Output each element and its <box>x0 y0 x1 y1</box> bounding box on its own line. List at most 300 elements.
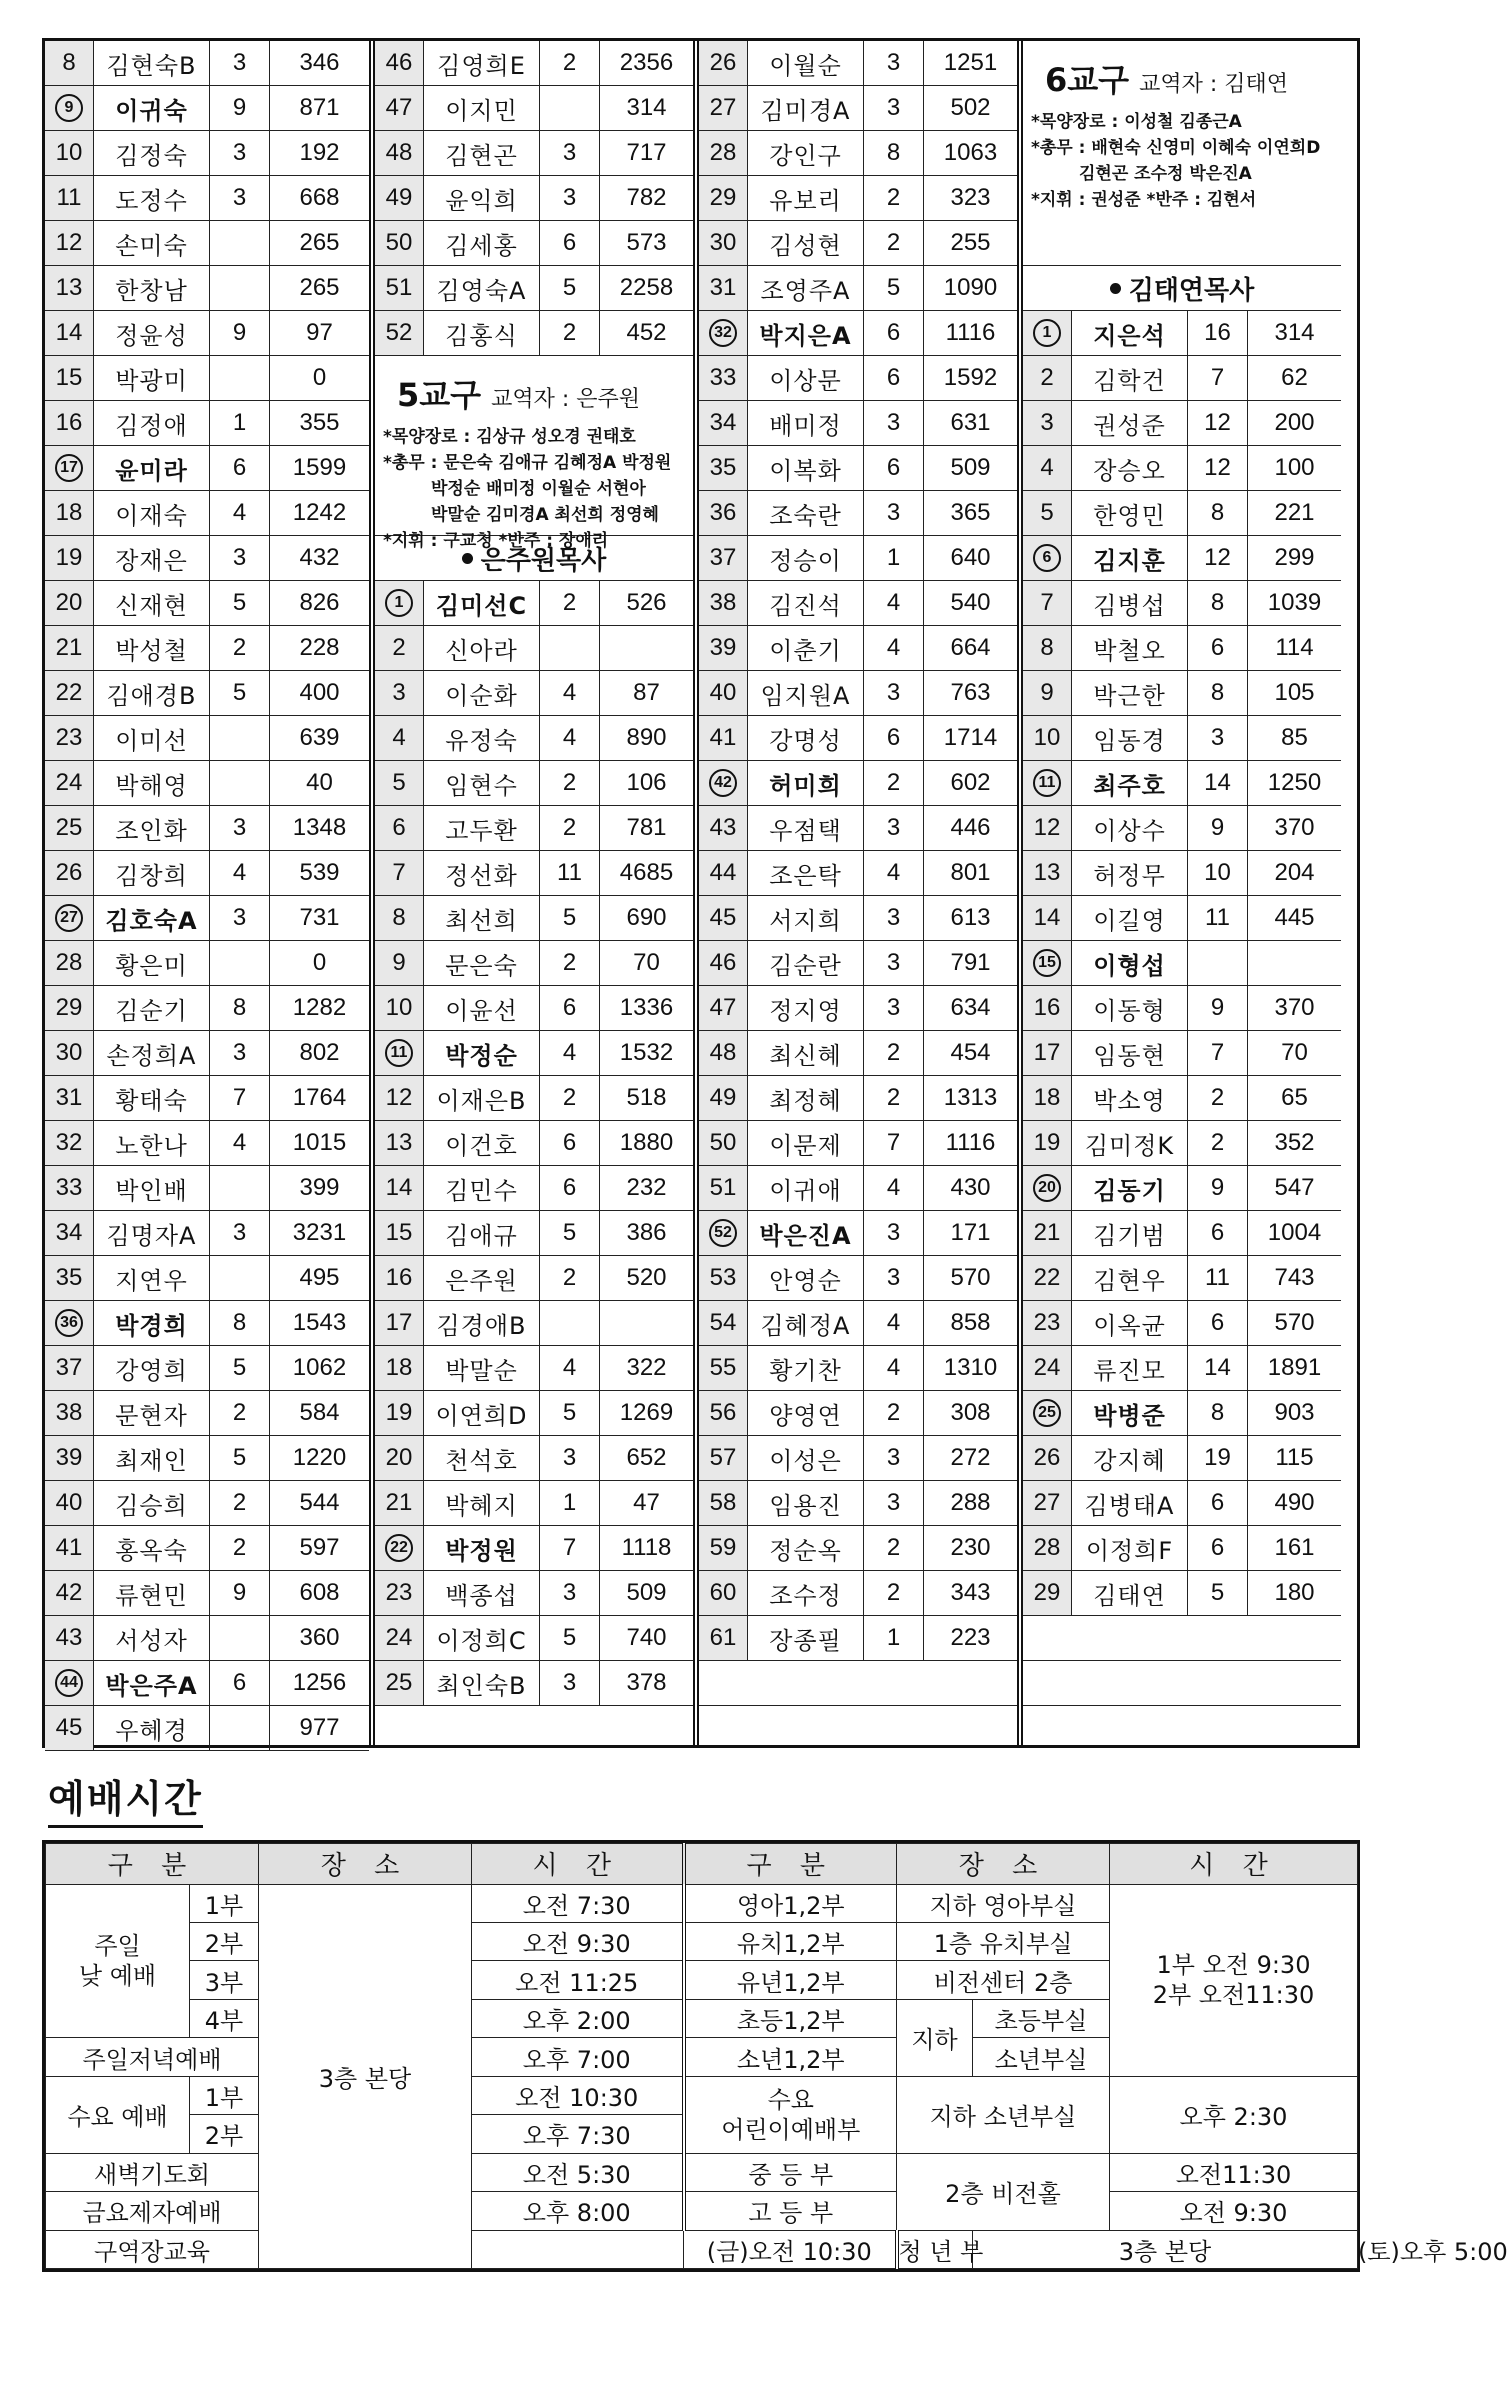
member-name: 박혜지 <box>423 1481 539 1525</box>
member-family-count: 8 <box>1187 581 1247 625</box>
friday-service: 금요제자예배 <box>46 2192 259 2230</box>
roster-row <box>699 626 1017 671</box>
member-number: 40 <box>699 671 747 715</box>
wednesday-part: 2부 <box>190 2115 259 2153</box>
member-family-count: 3 <box>539 1571 599 1615</box>
district-info <box>1023 41 1341 266</box>
member-amount: 1714 <box>923 716 1017 760</box>
member-amount: 0 <box>269 941 369 985</box>
roster-row <box>699 221 1017 266</box>
district-info-line: *총무 : 배현숙 신영미 이혜숙 이연희D <box>1031 138 1321 158</box>
member-amount: 228 <box>269 626 369 670</box>
member-family-count: 3 <box>863 896 923 940</box>
member-family-count: 5 <box>539 1391 599 1435</box>
member-name: 김병섭 <box>1071 581 1187 625</box>
roster-row <box>699 266 1017 311</box>
member-amount: 608 <box>269 1571 369 1615</box>
member-name: 황태숙 <box>93 1076 209 1120</box>
sunday-part: 3부 <box>190 1961 259 1999</box>
member-amount: 743 <box>1247 1256 1341 1300</box>
member-amount: 526 <box>599 581 693 625</box>
roster-row <box>699 716 1017 761</box>
member-amount: 265 <box>269 221 369 265</box>
member-name: 박은진A <box>747 1211 863 1255</box>
district-title <box>383 370 687 416</box>
district-officer: 교역자 : 김태연 <box>1139 72 1289 97</box>
member-name: 김진석 <box>747 581 863 625</box>
member-number: 33 <box>45 1166 93 1210</box>
member-amount: 223 <box>923 1616 1017 1660</box>
roster-row <box>45 761 369 806</box>
member-family-count: 6 <box>539 986 599 1030</box>
member-amount: 1310 <box>923 1346 1017 1390</box>
roster-row <box>45 1031 369 1076</box>
member-amount: 1880 <box>599 1121 693 1165</box>
member-name: 지연우 <box>93 1256 209 1300</box>
member-number: 15 <box>45 356 93 400</box>
member-amount: 717 <box>599 131 693 175</box>
member-name: 이동형 <box>1071 986 1187 1030</box>
member-name: 이정희C <box>423 1616 539 1660</box>
member-number: 6 <box>375 806 423 850</box>
member-number: 50 <box>699 1121 747 1165</box>
member-family-count: 2 <box>1187 1121 1247 1165</box>
member-name: 황은미 <box>93 941 209 985</box>
junior-dept: 유년1,2부 <box>684 1961 897 1999</box>
member-name: 서성자 <box>93 1616 209 1660</box>
member-family-count: 9 <box>209 1571 269 1615</box>
young-adult-dept: 청 년 부 <box>897 2230 973 2269</box>
member-amount: 781 <box>599 806 693 850</box>
member-amount: 445 <box>1247 896 1341 940</box>
roster-row <box>375 941 693 986</box>
member-number: 44 <box>699 851 747 895</box>
member-number: 53 <box>699 1256 747 1300</box>
member-number: 18 <box>45 491 93 535</box>
member-amount: 763 <box>923 671 1017 715</box>
member-amount: 180 <box>1247 1571 1341 1615</box>
roster-row <box>699 1481 1017 1526</box>
member-name: 김태연 <box>1071 1571 1187 1615</box>
member-number: 52 <box>375 311 423 355</box>
sunday-evening-service: 주일저녁예배 <box>46 2038 259 2076</box>
member-name: 김혜정A <box>747 1301 863 1345</box>
member-name: 최선희 <box>423 896 539 940</box>
wednesday-service: 수요 예배 <box>46 2076 190 2153</box>
member-name: 이문제 <box>747 1121 863 1165</box>
district-info-line: *목양장로 : 이성철 김종근A <box>1031 112 1242 132</box>
member-amount: 1090 <box>923 266 1017 310</box>
roster-row <box>375 896 693 941</box>
member-name: 김정숙 <box>93 131 209 175</box>
header-time: 시 간 <box>472 1844 684 1885</box>
roster-row <box>1023 626 1341 671</box>
member-name: 김현우 <box>1071 1256 1187 1300</box>
member-family-count: 14 <box>1187 1346 1247 1390</box>
empty-row <box>1023 1616 1341 1661</box>
district-leader-time: (금)오전 10:30 <box>684 2230 897 2269</box>
leader-number-circle: 36 <box>55 1309 83 1337</box>
member-name: 손정희A <box>93 1031 209 1075</box>
roster-row <box>699 1526 1017 1571</box>
member-amount: 308 <box>923 1391 1017 1435</box>
member-number <box>375 1526 423 1570</box>
member-number: 13 <box>1023 851 1071 895</box>
member-number: 51 <box>699 1166 747 1210</box>
roster-row <box>45 356 369 401</box>
member-name: 문은숙 <box>423 941 539 985</box>
member-amount: 97 <box>269 311 369 355</box>
member-number: 10 <box>1023 716 1071 760</box>
member-amount: 570 <box>1247 1301 1341 1345</box>
member-number: 28 <box>699 131 747 175</box>
member-number: 35 <box>45 1256 93 1300</box>
leader-number-circle: 20 <box>1033 1174 1061 1202</box>
member-family-count: 3 <box>209 176 269 220</box>
member-number <box>45 1661 93 1705</box>
empty-row <box>1023 1661 1341 1706</box>
member-amount: 232 <box>599 1166 693 1210</box>
member-number: 2 <box>1023 356 1071 400</box>
member-name: 장종필 <box>747 1616 863 1660</box>
member-amount: 731 <box>269 896 369 940</box>
member-number: 43 <box>45 1616 93 1660</box>
member-name: 정윤성 <box>93 311 209 355</box>
roster-row <box>45 986 369 1031</box>
roster-row <box>45 1526 369 1571</box>
member-family-count <box>209 1616 269 1660</box>
member-number: 10 <box>45 131 93 175</box>
roster-row <box>45 716 369 761</box>
member-number: 46 <box>375 41 423 85</box>
member-number: 31 <box>45 1076 93 1120</box>
roster-row <box>45 581 369 626</box>
member-family-count: 2 <box>863 1076 923 1120</box>
member-name: 임지원A <box>747 671 863 715</box>
member-name: 강지혜 <box>1071 1436 1187 1480</box>
member-amount: 399 <box>269 1166 369 1210</box>
member-amount: 495 <box>269 1256 369 1300</box>
member-number: 37 <box>45 1346 93 1390</box>
roster-row <box>1023 806 1341 851</box>
leader-number-circle: 11 <box>1033 769 1061 797</box>
member-amount: 288 <box>923 1481 1017 1525</box>
member-amount: 4685 <box>599 851 693 895</box>
roster-row <box>699 131 1017 176</box>
member-amount: 400 <box>269 671 369 715</box>
roster-row <box>699 1436 1017 1481</box>
member-family-count: 3 <box>863 941 923 985</box>
roster-row <box>45 1571 369 1616</box>
member-name: 박정원 <box>423 1526 539 1570</box>
pastor-heading <box>1023 266 1341 311</box>
roster-row <box>45 221 369 266</box>
member-name: 도정수 <box>93 176 209 220</box>
district-info-line: *지휘 : 권성준 *반주 : 김현서 <box>1031 190 1257 210</box>
roster-row-leader <box>1023 536 1341 581</box>
roster-row <box>45 1346 369 1391</box>
member-amount: 1063 <box>923 131 1017 175</box>
member-amount: 1891 <box>1247 1346 1341 1390</box>
member-amount: 544 <box>269 1481 369 1525</box>
member-name: 김홍식 <box>423 311 539 355</box>
district-info-line: 박정순 배미정 이월순 서현아 <box>431 479 646 499</box>
member-family-count: 3 <box>209 1211 269 1255</box>
member-name: 박지은A <box>747 311 863 355</box>
member-number: 15 <box>375 1211 423 1255</box>
member-family-count: 3 <box>863 986 923 1030</box>
member-amount: 613 <box>923 896 1017 940</box>
member-number: 16 <box>1023 986 1071 1030</box>
high-school-dept: 고 등 부 <box>684 2192 897 2230</box>
sunday-part: 2부 <box>190 1923 259 1961</box>
wednesday-children-service: 수요 어린이예배부 <box>684 2076 897 2153</box>
member-family-count: 11 <box>1187 1256 1247 1300</box>
district-officer: 교역자 : 은주원 <box>491 387 641 412</box>
roster-row <box>1023 1481 1341 1526</box>
roster-row <box>699 851 1017 896</box>
member-number: 47 <box>699 986 747 1030</box>
member-amount: 539 <box>269 851 369 895</box>
member-name: 조수정 <box>747 1571 863 1615</box>
member-family-count: 2 <box>539 581 599 625</box>
pastor-name: 김태연목사 <box>1128 275 1255 306</box>
member-name: 박근한 <box>1071 671 1187 715</box>
member-number: 8 <box>375 896 423 940</box>
member-name: 천석호 <box>423 1436 539 1480</box>
roster-row <box>375 716 693 761</box>
member-family-count: 3 <box>539 1661 599 1705</box>
kinder-dept: 유치1,2부 <box>684 1923 897 1961</box>
member-name: 강명성 <box>747 716 863 760</box>
member-family-count <box>539 86 599 130</box>
member-family-count: 3 <box>863 1481 923 1525</box>
member-number: 27 <box>699 86 747 130</box>
member-number: 45 <box>699 896 747 940</box>
leader-number-circle: 32 <box>709 319 737 347</box>
member-family-count: 1 <box>539 1481 599 1525</box>
roster-row <box>699 986 1017 1031</box>
roster-row <box>375 176 693 221</box>
leader-number-circle: 44 <box>55 1669 83 1697</box>
member-family-count: 4 <box>863 1346 923 1390</box>
roster-row <box>375 1661 693 1706</box>
member-amount: 343 <box>923 1571 1017 1615</box>
member-amount: 386 <box>599 1211 693 1255</box>
member-name: 박성철 <box>93 626 209 670</box>
member-number: 25 <box>45 806 93 850</box>
member-number: 12 <box>375 1076 423 1120</box>
roster-row <box>45 1256 369 1301</box>
member-name: 김기범 <box>1071 1211 1187 1255</box>
member-family-count: 6 <box>863 311 923 355</box>
vision-hall-place: 2층 비전홀 <box>897 2153 1110 2230</box>
member-family-count: 2 <box>539 1076 599 1120</box>
member-name: 김창희 <box>93 851 209 895</box>
member-family-count: 8 <box>209 986 269 1030</box>
roster-row <box>699 86 1017 131</box>
member-name: 김경애B <box>423 1301 539 1345</box>
member-number: 19 <box>1023 1121 1071 1165</box>
roster-table <box>42 38 1360 1748</box>
member-family-count: 8 <box>863 131 923 175</box>
member-number <box>375 581 423 625</box>
member-amount: 1348 <box>269 806 369 850</box>
member-amount: 452 <box>599 311 693 355</box>
leader-number-circle: 17 <box>55 454 83 482</box>
member-name: 이춘기 <box>747 626 863 670</box>
sunday-time: 오전 9:30 <box>472 1923 684 1961</box>
roster-column-2 <box>369 41 693 1745</box>
roster-row-leader <box>375 1526 693 1571</box>
roster-row <box>699 1346 1017 1391</box>
roster-row <box>1023 491 1341 536</box>
member-family-count: 5 <box>539 266 599 310</box>
member-name: 이귀숙 <box>93 86 209 130</box>
roster-row <box>45 131 369 176</box>
member-number: 4 <box>1023 446 1071 490</box>
roster-row <box>45 671 369 716</box>
member-amount: 1764 <box>269 1076 369 1120</box>
member-number: 23 <box>45 716 93 760</box>
member-name: 한창남 <box>93 266 209 310</box>
sunday-evening-time: 오후 7:00 <box>472 2038 684 2076</box>
member-amount: 0 <box>269 356 369 400</box>
member-family-count <box>209 941 269 985</box>
member-number <box>1023 1166 1071 1210</box>
member-family-count: 3 <box>863 806 923 850</box>
roster-row <box>699 1391 1017 1436</box>
infant-place: 지하 영아부실 <box>897 1884 1110 1922</box>
member-amount: 520 <box>599 1256 693 1300</box>
member-name: 박해영 <box>93 761 209 805</box>
member-amount: 70 <box>1247 1031 1341 1075</box>
member-number: 3 <box>1023 401 1071 445</box>
member-amount: 1118 <box>599 1526 693 1570</box>
member-amount: 1336 <box>599 986 693 1030</box>
member-amount: 3231 <box>269 1211 369 1255</box>
member-family-count: 2 <box>1187 1076 1247 1120</box>
member-number <box>45 896 93 940</box>
member-number: 22 <box>1023 1256 1071 1300</box>
member-number: 13 <box>375 1121 423 1165</box>
member-name: 조숙란 <box>747 491 863 535</box>
member-number: 50 <box>375 221 423 265</box>
member-name: 이정희F <box>1071 1526 1187 1570</box>
roster-row <box>45 1121 369 1166</box>
roster-row <box>375 1391 693 1436</box>
member-number: 58 <box>699 1481 747 1525</box>
member-name: 김학건 <box>1071 356 1187 400</box>
member-family-count: 12 <box>1187 401 1247 445</box>
header-category-2: 구 분 <box>684 1844 897 1885</box>
member-number: 29 <box>699 176 747 220</box>
member-name: 안영순 <box>747 1256 863 1300</box>
leader-number-circle: 15 <box>1033 949 1061 977</box>
main-sanctuary-place: 3층 본당 <box>259 1884 472 2268</box>
member-number: 51 <box>375 266 423 310</box>
member-family-count: 9 <box>209 86 269 130</box>
roster-row <box>45 1391 369 1436</box>
member-family-count: 6 <box>1187 1211 1247 1255</box>
roster-row <box>45 851 369 896</box>
roster-row <box>375 1571 693 1616</box>
member-family-count: 6 <box>539 1121 599 1165</box>
member-name: 조은탁 <box>747 851 863 895</box>
member-family-count <box>209 266 269 310</box>
member-number: 7 <box>1023 581 1071 625</box>
member-number: 12 <box>1023 806 1071 850</box>
roster-row-leader <box>699 761 1017 806</box>
roster-row <box>45 806 369 851</box>
member-name: 김정애 <box>93 401 209 445</box>
roster-row <box>375 221 693 266</box>
youth-place: 소년부실 <box>973 2038 1110 2076</box>
member-amount: 430 <box>923 1166 1017 1210</box>
member-amount: 509 <box>599 1571 693 1615</box>
member-name: 이길영 <box>1071 896 1187 940</box>
member-family-count: 6 <box>863 356 923 400</box>
district-leader-place <box>472 2230 684 2269</box>
member-amount: 87 <box>599 671 693 715</box>
column-filler <box>1023 1706 1341 1745</box>
roster-row <box>375 761 693 806</box>
elementary-dept: 초등1,2부 <box>684 1999 897 2037</box>
member-family-count: 3 <box>539 131 599 175</box>
member-name: 문현자 <box>93 1391 209 1435</box>
member-name: 허정무 <box>1071 851 1187 895</box>
roster-row <box>1023 581 1341 626</box>
roster-row <box>45 626 369 671</box>
member-name: 이재은B <box>423 1076 539 1120</box>
member-number: 38 <box>45 1391 93 1435</box>
member-number: 32 <box>45 1121 93 1165</box>
member-family-count: 4 <box>539 1031 599 1075</box>
roster-row <box>699 491 1017 536</box>
member-number <box>1023 311 1071 355</box>
member-family-count: 8 <box>209 1301 269 1345</box>
roster-row <box>375 1301 693 1346</box>
member-family-count: 2 <box>209 1481 269 1525</box>
roster-row <box>1023 1346 1341 1391</box>
roster-row <box>375 626 693 671</box>
member-amount: 230 <box>923 1526 1017 1570</box>
member-amount: 352 <box>1247 1121 1341 1165</box>
member-name: 장재은 <box>93 536 209 580</box>
roster-row <box>375 1616 693 1661</box>
member-name: 박말순 <box>423 1346 539 1390</box>
member-name: 이옥균 <box>1071 1301 1187 1345</box>
member-number: 24 <box>1023 1346 1071 1390</box>
member-number: 54 <box>699 1301 747 1345</box>
roster-column-4 <box>1017 41 1341 1745</box>
member-number: 16 <box>375 1256 423 1300</box>
worship-times-title: 예배시간 <box>48 1768 203 1828</box>
member-family-count: 3 <box>863 1211 923 1255</box>
roster-row <box>375 41 693 86</box>
member-amount: 1039 <box>1247 581 1341 625</box>
bullet-icon <box>1110 283 1121 294</box>
roster-row <box>375 1481 693 1526</box>
roster-row <box>375 851 693 896</box>
sunday-time: 오전 11:25 <box>472 1961 684 1999</box>
member-amount: 573 <box>599 221 693 265</box>
roster-row <box>699 446 1017 491</box>
roster-row <box>45 536 369 581</box>
member-amount: 584 <box>269 1391 369 1435</box>
member-amount: 1592 <box>923 356 1017 400</box>
member-number: 20 <box>45 581 93 625</box>
